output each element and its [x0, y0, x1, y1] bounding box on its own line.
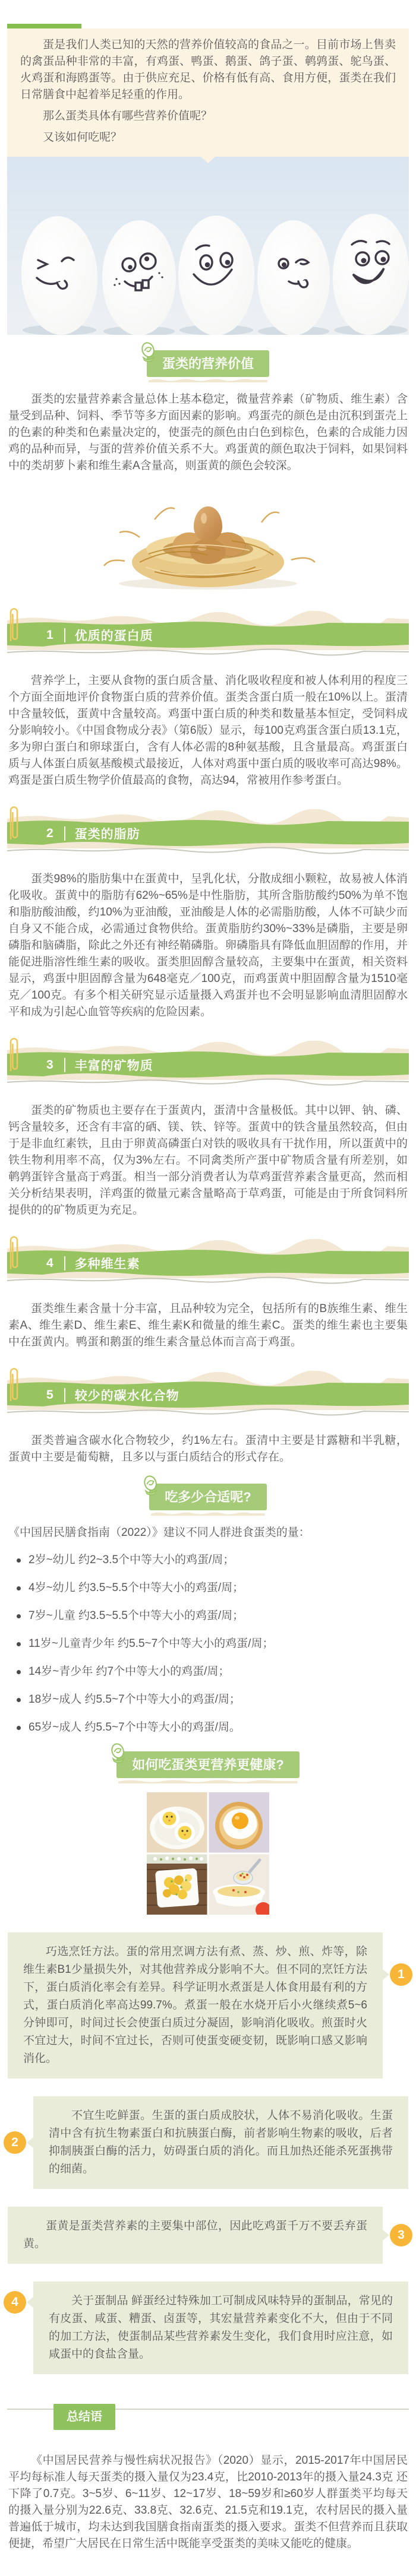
tip-notch	[27, 2297, 33, 2308]
section-body-5: 蛋类普遍含碳水化合物较少，约1%左右。蛋清中主要是甘露糖和半乳糖，蛋黄中主要是葡萄糖，且多以与蛋白质结合的形式存在。	[8, 1434, 408, 1463]
guideline-lead: 《中国居民膳食指南（2022）》建议不同人群进食蛋类的量：	[8, 1526, 310, 1539]
tip-notch	[383, 1969, 389, 1980]
section-banner-2	[7, 809, 409, 856]
tip-card-2	[11, 2096, 408, 2189]
paperclip-icon	[7, 1364, 20, 1405]
tip-number-badge: 3	[390, 2224, 412, 2247]
section-title: 较少的碳水化合物	[74, 1389, 179, 1403]
egg-faces-image	[7, 157, 409, 335]
tip-notch	[27, 2137, 33, 2148]
badge-nutrition-value	[0, 350, 416, 377]
section-number: 2	[46, 826, 53, 840]
badge-label: 吃多少合适呢?	[165, 1490, 251, 1504]
tip-card-1	[8, 1932, 405, 2078]
banner-divider	[64, 1388, 65, 1402]
banner-divider	[64, 826, 65, 841]
section-body-2: 蛋类98%的脂肪集中在蛋黄中，呈乳化状，分散成细小颗粒，故易被人体消化吸收。蛋黄中的脂肪有62%~65%是中性脂肪，其所含脂肪酸约50%为单不饱和脂肪酸油酸，约10%为亚油酸，亚油酸是人体的必需脂肪酸，人体不可缺少而自身又不能合成，必需通过食物供给。蛋黄脂肪约30%~33%是磷脂，主要是卵磷脂和脑磷脂，除此之外还有神经鞘磷脂。卵磷脂具有降低血胆固醇的作用，并能促进脂溶性维生素的吸收。蛋类胆固醇含量较高，主要集中在蛋黄，相关资料显示，鸡蛋中胆固醇含量为648毫克／100克，而鸡蛋黄中胆固醇含量为1510毫克／100克。有多个相关研究显示适量摄入鸡蛋并也不会明显影响血清胆固醇水平和成为引起心血管等疾病的危险因素。	[8, 873, 408, 1018]
tip-text: 蛋黄是蛋类营养素的主要集中部位，因此吃鸡蛋千万不要丢弃蛋黄。	[23, 2220, 367, 2250]
tip-text: 不宜生吃鲜蛋。生蛋的蛋白质成胶状，人体不易消化吸收。生蛋清中含有抗生物素蛋白和抗胰蛋白酶，前者影响生物素的吸收，后者抑制胰蛋白酶的活力，妨碍蛋白质的消化。而且加热还能杀死蛋携带的细菌。	[49, 2109, 393, 2175]
summary-header	[7, 2404, 409, 2432]
tip-number-badge: 2	[4, 2131, 26, 2154]
egg-dishes-image	[147, 1792, 269, 1915]
badge-wave-decoration	[151, 1511, 264, 1516]
tip-number-badge: 1	[390, 1963, 412, 1986]
tip-text: 关于蛋制品 鲜蛋经过特殊加工可制成风味特异的蛋制品，常见的有皮蛋、咸蛋、糟蛋、卤蛋等，其宏量营养素变化不大，但由于不同的加工方法，使蛋制品某些营养素发生变化，我们食用时应注意，如咸蛋中的食盐含量。	[49, 2295, 393, 2360]
nutrition-overview-paragraph: 蛋类的宏量营养素含量总体上基本稳定，微量营养素（矿物质、维生素）含量受到品种、饲料、季节等多方面因素的影响。鸡蛋壳的颜色是由沉积到蛋壳上的色素的种类和色素量决定的，使蛋壳的颜色由白色到棕色，色素的合成能力因鸡的品种而异，与蛋的营养价值关系不大。鸡蛋黄的颜色取决于饲料，如果饲料中的类胡萝卜素和维生素A含量高，则蛋黄的颜色会较深。	[8, 393, 408, 472]
banner-divider	[64, 1256, 65, 1270]
section-body-3: 蛋类的矿物质也主要存在于蛋黄内，蛋清中含量极低。其中以钾、钠、磷、钙含量较多，还含有丰富的硒、镁、铁、锌等。蛋黄中的铁含量虽然较高，但由于是非血红素铁，且由于卵黄高磷蛋白对铁的吸收具有干扰作用，所以蛋黄中的铁生物利用率不高，仅为3%左右。不同禽类所产蛋中矿物质含量有所差别，如鹌鹑蛋锌含量高于鸡蛋。相当一部分消费者认为草鸡蛋营养素含量更高，然而相关分析结果表明，洋鸡蛋的微量元素含量略高于草鸡蛋，可能是由于所食饲料所提供的的矿物质更为充足。	[8, 1104, 408, 1216]
section-banner-3	[7, 1041, 409, 1087]
summary-paragraph: 《中国居民营养与慢性病状况报告》（2020）显示，2015-2017年中国居民平均每标准人每天蛋类的摄入量仅为23.4克，比2010-2013年的摄入量24.3克 还下降了0.7克。3~5岁、6~11岁、12~17岁、18~59岁和≥60岁人群蛋类平均每天的摄入量分别为22.6克、33.8克、32.6克、21.5克和19.1克，农村居民的摄入量普遍低于城市，均未达到我国膳食指南蛋类的摄入要求。蛋类不但营养而且获取便捷，希望广大居民在日常生活中既能享受蛋类的美味又能吃的健康。	[8, 2454, 408, 2550]
section-banner-1	[7, 611, 409, 657]
section-number: 1	[46, 628, 53, 642]
list-item: 11岁~儿童青少年 约5.5~7个中等大小的鸡蛋/周；	[15, 1636, 408, 1652]
section-body-1: 营养学上，主要从食物的蛋白质含量、消化吸收程度和被人体利用的程度三个方面全面地评价食物蛋白质的营养价值。蛋类含蛋白质一般在10%以上。蛋清中含量较低，蛋黄中含量较高。鸡蛋中蛋白质的种类和数量基本恒定，受饲料成分影响较小。《中国食物成分表》（第6版）显示，每100克鸡蛋含蛋白质13.1克，多为卵白蛋白和卵球蛋白，含有人体必需的8种氨基酸，且含量最高。鸡蛋蛋白质与人体蛋白质氨基酸模式最接近，人体对鸡蛋中蛋白质的吸收率可高达98%。鸡蛋是蛋白质生物学价值最高的食物，高达94，常被用作参考蛋白。	[8, 674, 408, 787]
intro-question-1: 那么蛋类具体有哪些营养价值呢？	[43, 110, 213, 122]
list-item: 65岁~成人 约5.5~7个中等大小的鸡蛋/周。	[15, 1719, 408, 1736]
list-item: 4岁~幼儿 约3.5~5.5个中等大小的鸡蛋/周；	[15, 1580, 408, 1596]
badge-wave-decoration	[118, 1779, 297, 1783]
section-body-4: 蛋类维生素含量十分丰富，且品种较为完全，包括所有的B族维生素、维生素A、维生素D、维生素E、维生素K和微量的维生素C。蛋类的维生素也主要集中在蛋黄内。鸭蛋和鹅蛋的维生素含量总体而言高于鸡蛋。	[8, 1303, 408, 1348]
badge-wave-decoration	[149, 378, 267, 382]
list-item: 7岁~儿童 约3.5~5.5个中等大小的鸡蛋/周；	[15, 1608, 408, 1624]
list-item: 2岁~幼儿 约2~3.5个中等大小的鸡蛋/周；	[15, 1552, 408, 1569]
section-title: 多种维生素	[74, 1257, 140, 1271]
tip-number-badge: 4	[4, 2291, 26, 2314]
section-title: 蛋类的脂肪	[74, 828, 140, 841]
badge-how-to-eat	[0, 1751, 416, 1778]
egg-icon	[108, 1742, 129, 1763]
tip-card-4	[11, 2282, 408, 2374]
badge-how-much	[0, 1484, 416, 1510]
section-banner-5	[7, 1371, 409, 1417]
egg-icon	[138, 341, 159, 362]
section-number: 5	[46, 1388, 53, 1402]
paperclip-icon	[7, 802, 20, 844]
intro-question-2: 又该如何吃呢？	[43, 131, 122, 144]
paperclip-icon	[7, 1034, 20, 1075]
section-number: 3	[46, 1058, 53, 1072]
list-item: 18岁~成人 约5.5~7个中等大小的鸡蛋/周；	[15, 1691, 408, 1708]
egg-intake-list	[15, 1552, 408, 1736]
tip-notch	[383, 2230, 389, 2241]
section-number: 4	[46, 1256, 53, 1270]
tip-card-3	[8, 2207, 405, 2264]
intro-box	[7, 28, 409, 157]
list-item: 14岁~青少年 约7个中等大小的鸡蛋/周；	[15, 1664, 408, 1680]
tip-text: 巧选烹饪方法。蛋的常用烹调方法有煮、蒸、炒、煎、炸等，除维生素B1少量损失外，对其他营养成分影响不大。但不同的烹饪方法下，蛋白质消化率会有差异。科学证明水煮蛋是人体食用最有利的方式，蛋白质消化率高达99.7%。煮蛋一般在水烧开后小火继续煮5~6分钟即可，时间过长会使蛋白质过分凝固，影响消化吸收。煎蛋时火不宜过大，时间不宜过长，否则可使蛋变硬变韧，既影响口感又影响消化。	[23, 1946, 367, 2065]
egg-icon	[140, 1474, 162, 1495]
section-title: 优质的蛋白质	[74, 629, 153, 643]
badge-label: 蛋类的营养价值	[162, 356, 254, 371]
egg-nest-image	[83, 490, 333, 591]
section-banner-4	[7, 1239, 409, 1285]
paperclip-icon	[7, 604, 20, 645]
section-title: 丰富的矿物质	[74, 1059, 153, 1073]
summary-label: 总结语	[53, 2404, 115, 2430]
top-accent-bar	[7, 24, 81, 28]
paperclip-icon	[7, 1232, 20, 1273]
banner-divider	[64, 628, 65, 642]
intro-paragraph: 蛋是我们人类已知的天然的营养价值较高的食品之一。目前市场上售卖的禽蛋品种非常的丰富，有鸡蛋、鸭蛋、鹅蛋、鸽子蛋、鹌鹑蛋、鸵鸟蛋、火鸡蛋和海鸥蛋等。由于供应充足、价格有低有高、食用方便，蛋类在我们日常膳食中起着举足轻重的作用。	[20, 39, 396, 101]
badge-label: 如何吃蛋类更营养更健康?	[132, 1757, 284, 1772]
banner-divider	[64, 1058, 65, 1072]
